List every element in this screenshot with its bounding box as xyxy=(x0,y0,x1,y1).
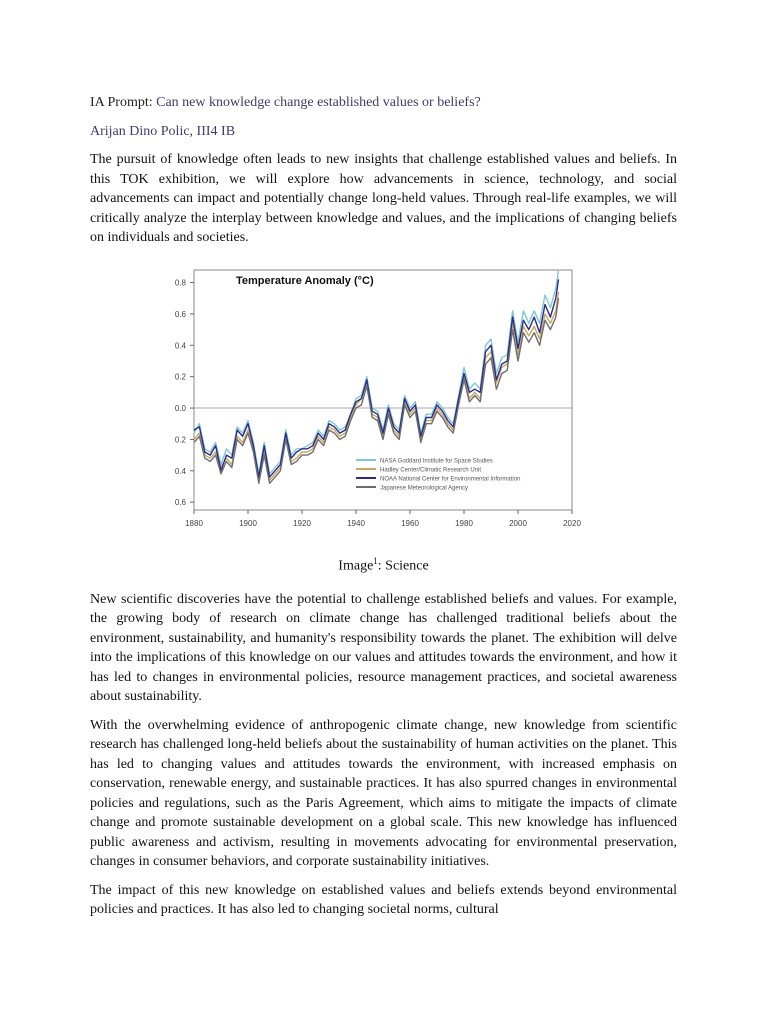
y-tick-label: 0.2 xyxy=(174,372,186,382)
figure xyxy=(90,262,677,552)
prompt-question: Can new knowledge change established values or beliefs? xyxy=(156,95,481,110)
temperature-anomaly-chart xyxy=(164,262,602,542)
x-tick-label: 1980 xyxy=(455,518,473,528)
x-tick-label: 2020 xyxy=(563,518,581,528)
x-tick-label: 2000 xyxy=(509,518,527,528)
y-tick-label: 0.4 xyxy=(174,466,186,476)
caption-footnote: 1 xyxy=(373,555,378,566)
y-tick-label: 0.6 xyxy=(174,497,186,507)
plot-area xyxy=(194,270,572,510)
y-tick-label: 0.0 xyxy=(174,403,186,413)
y-tick-label: 0.6 xyxy=(174,309,186,319)
caption-suffix: : Science xyxy=(377,558,429,574)
legend-label-2: Hadley Center/Climatic Research Unit xyxy=(380,467,482,473)
x-tick-label: 1900 xyxy=(239,518,257,528)
intro-paragraph: The pursuit of knowledge often leads to new insights that challenge established values and beliefs. In this TOK exhibition, we will explore how advancements in science, technology, and social advancements can impact and potentially change long-held values. Through real-life examples, we will critically analyze the interplay between knowledge and values, and the implications of changing beliefs on individuals and societies. xyxy=(90,152,677,245)
legend-label-4: Japanese Meteorological Agency xyxy=(380,485,469,491)
chart-image xyxy=(164,262,602,542)
prompt-label: IA Prompt: xyxy=(90,95,153,110)
y-tick-label: 0.4 xyxy=(174,340,186,350)
prompt-line xyxy=(90,93,677,113)
caption-prefix: Image xyxy=(338,558,374,574)
x-tick-label: 1920 xyxy=(293,518,311,528)
body-paragraph-2: With the overwhelming evidence of anthropogenic climate change, new knowledge from scientific research has challenged long-held beliefs about the sustainability of human activities on the planet. This has led to changing values and attitudes towards the environment, with increased emphasis on conservation, renewable energy, and sustainable practices. It has also spurred changes in environmental policies and regulations, such as the Paris Agreement, which aims to mitigate the impacts of climate change and promote sustainable development on a global scale. This new knowledge has influenced public awareness and activism, resulting in movements advocating for environmental preservation, changes in consumer behaviors, and corporate sustainability initiatives. xyxy=(90,717,677,870)
body-paragraph-1: New scientific discoveries have the potential to challenge established beliefs and values. For example, the growing body of research on climate change has challenged traditional beliefs about the environment, sustainability, and humanity's responsibility towards the planet. The exhibition will delve into the implications of this knowledge on our values and attitudes towards the environment, and how it has led to changes in environmental policies, resource management practices, and societal awareness about sustainability. xyxy=(90,591,677,705)
chart-title: Temperature Anomaly (°C) xyxy=(236,274,374,287)
x-tick-label: 1940 xyxy=(347,518,365,528)
x-tick-label: 1880 xyxy=(185,518,203,528)
body-paragraph-3: The impact of this new knowledge on established values and beliefs extends beyond environmental policies and practices. It has also led to changing societal norms, cultural xyxy=(90,882,677,918)
y-tick-label: 0.2 xyxy=(174,434,186,444)
document-page xyxy=(90,93,677,920)
legend-label-1: NASA Goddard Institute for Space Studies xyxy=(380,458,493,464)
legend-label-3: NOAA National Center for Environmental Information xyxy=(380,476,521,482)
figure-caption xyxy=(90,552,677,576)
x-tick-label: 1960 xyxy=(401,518,419,528)
author-line: Arijan Dino Polic, III4 IB xyxy=(90,123,236,139)
y-tick-label: 0.8 xyxy=(174,278,186,288)
